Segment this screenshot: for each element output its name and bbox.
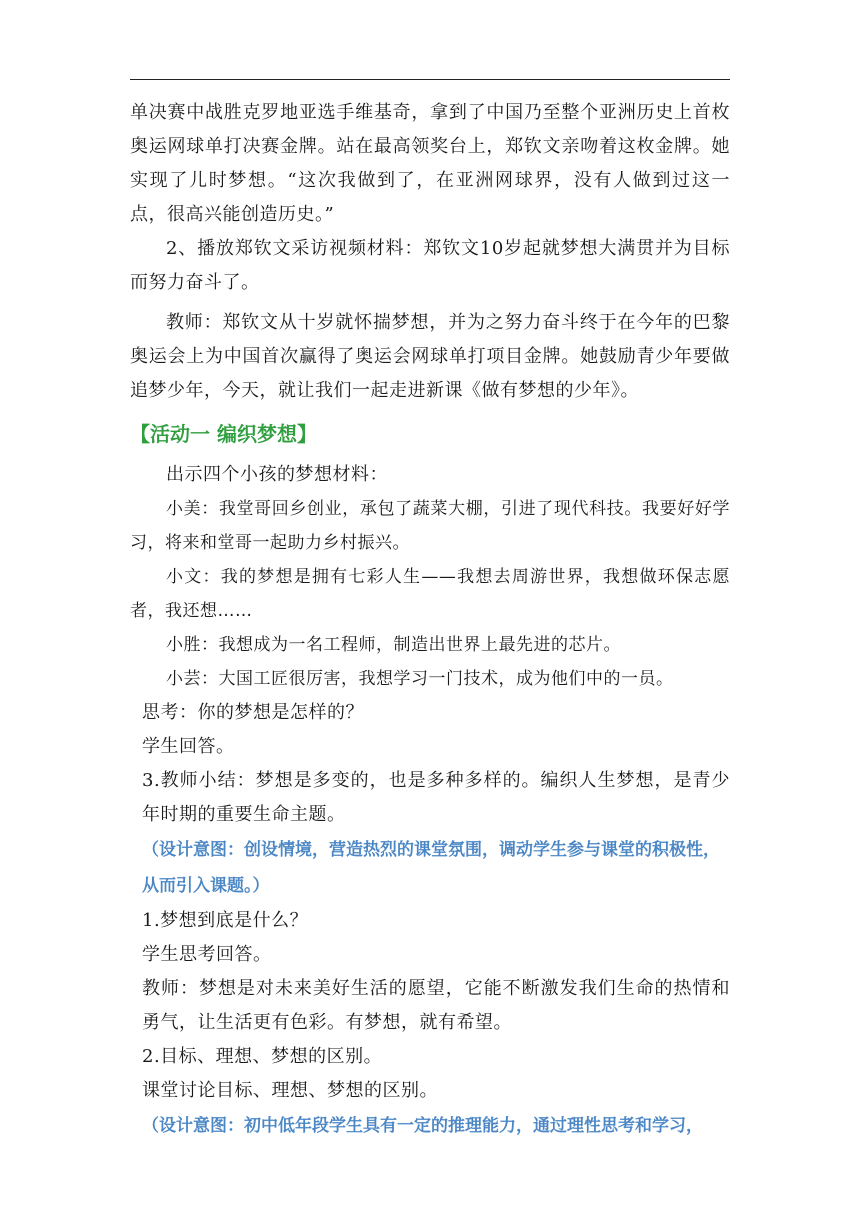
activity-one-heading: 【活动一 编织梦想】: [130, 422, 317, 446]
dream-xiaoyun: 小芸：大国工匠很厉害，我想学习一门技术，成为他们中的一员。: [166, 669, 674, 689]
document-body: [130, 96, 730, 1144]
paragraph-what-is-dream: 1.梦想到底是什么？: [142, 910, 309, 931]
paragraph-teacher-definition: 教师：梦想是对未来美好生活的愿望，它能不断激发我们生命的热情和勇气，让生活更有色彩。有梦想，就有希望。: [142, 978, 730, 1033]
paragraph-difference: 2.目标、理想、梦想的区别。: [142, 1046, 383, 1067]
paragraph-class-discussion: 课堂讨论目标、理想、梦想的区别。: [142, 1080, 438, 1101]
dream-xiaosheng: 小胜：我想成为一名工程师，制造出世界上最先进的芯片。: [166, 635, 621, 655]
header-rule: [130, 79, 730, 80]
paragraph-teacher-intro: 教师：郑钦文从十岁就怀揣梦想，并为之努力奋斗终于在今年的巴黎奥运会上为中国首次赢得了奥运会网球单打项目金牌。她鼓励青少年要做追梦少年，今天，就让我们一起走进新课《做有梦想的少年》。: [130, 312, 730, 401]
paragraph-olympic-final: 单决赛中战胜克罗地亚选手维基奇，拿到了中国乃至整个亚洲历史上首枚奥运网球单打决赛金牌。站在最高领奖台上，郑钦文亲吻着这枚金牌。她实现了儿时梦想。“这次我做到了，在亚洲网球界，没有人做到过这一点，很高兴能创造历史。”: [130, 102, 730, 225]
paragraph-play-video: 2、播放郑钦文采访视频材料：郑钦文10岁起就梦想大满贯并为目标而努力奋斗了。: [130, 238, 730, 293]
dream-xiaomei: 小美：我堂哥回乡创业，承包了蔬菜大棚，引进了现代科技。我要好好学习，将来和堂哥一起助力乡村振兴。: [130, 499, 730, 553]
dream-xiaowen: 小文：我的梦想是拥有七彩人生——我想去周游世界，我想做环保志愿者，我还想……: [130, 567, 730, 621]
design-intent-1: （设计意图：创设情境，营造热烈的课堂氛围，调动学生参与课堂的积极性，从而引入课题。）: [142, 840, 720, 896]
paragraph-student-answer: 学生回答。: [142, 736, 235, 757]
paragraph-teacher-summary: 3.教师小结：梦想是多变的，也是多种多样的。编织人生梦想，是青少年时期的重要生命主题。: [142, 770, 730, 825]
paragraph-student-think: 学生思考回答。: [142, 944, 272, 965]
paragraph-show-materials: 出示四个小孩的梦想材料：: [166, 464, 388, 485]
paragraph-think: 思考：你的梦想是怎样的？: [142, 702, 364, 723]
design-intent-2: （设计意图：初中低年段学生具有一定的推理能力，通过理性思考和学习，: [142, 1116, 703, 1136]
